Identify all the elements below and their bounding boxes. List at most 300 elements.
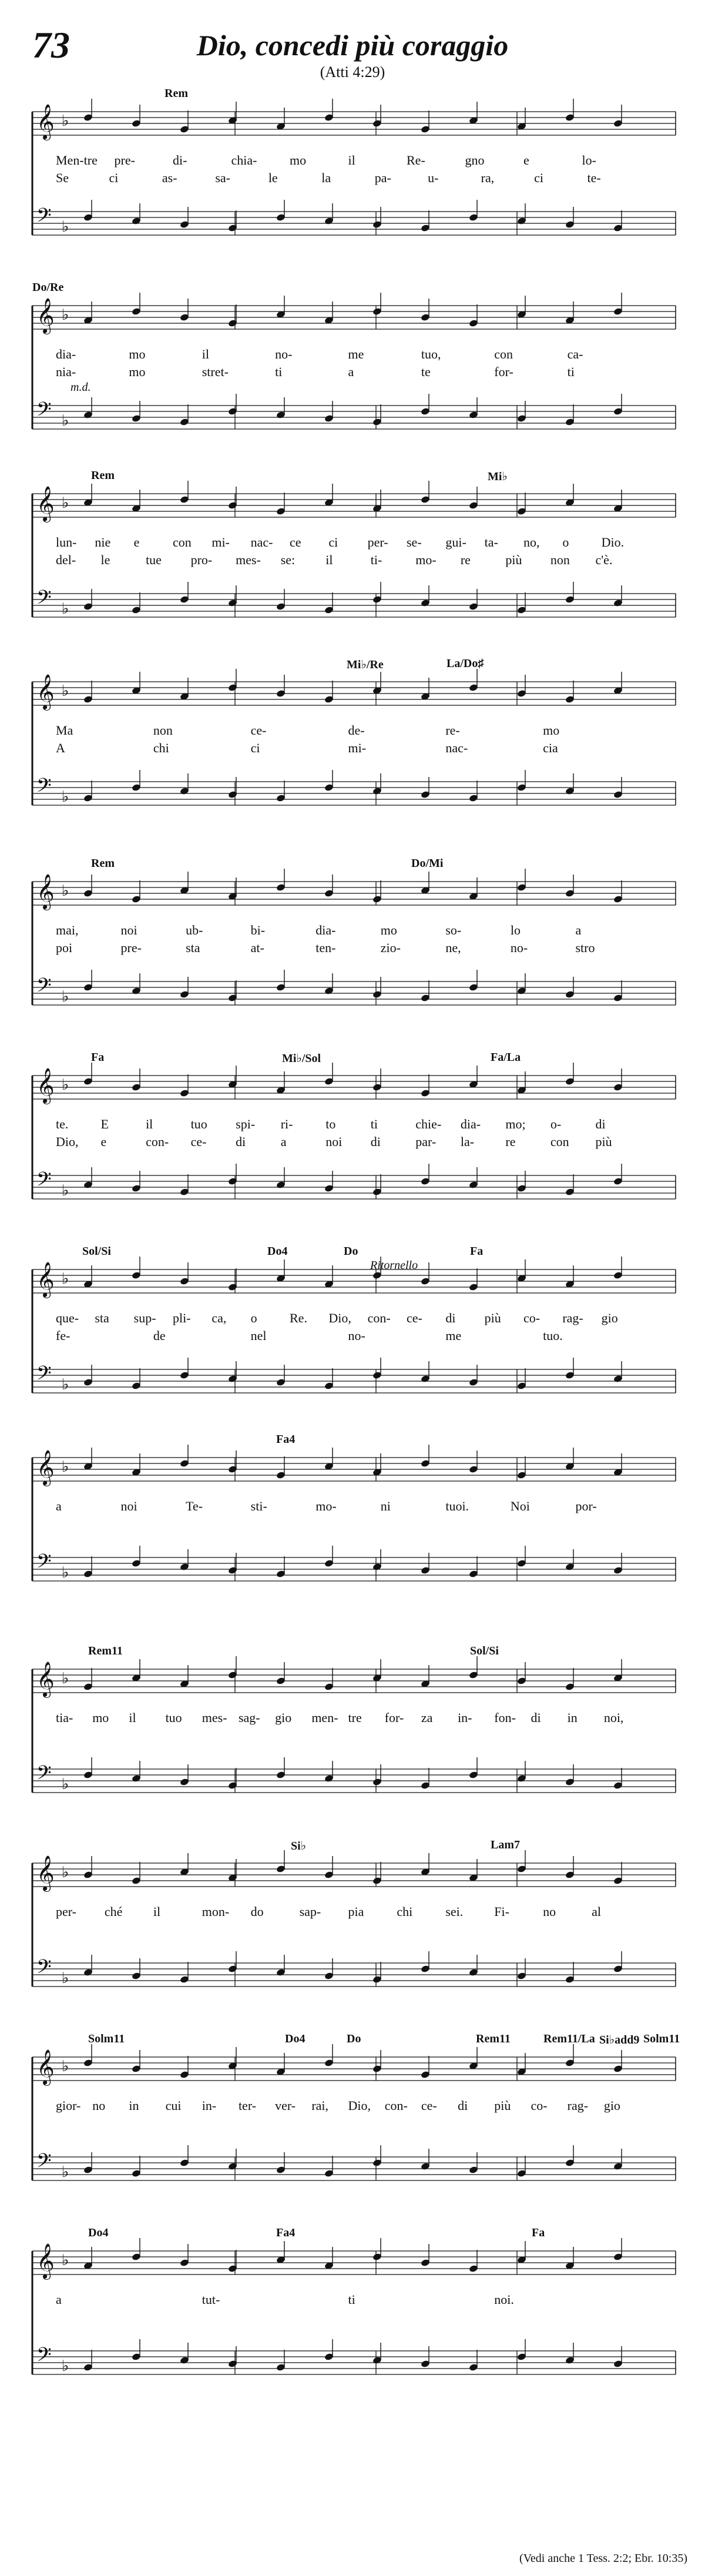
bass-staff	[32, 1362, 676, 1393]
lyric-syllable-verse-2: a	[280, 1134, 287, 1149]
music-system	[0, 282, 705, 470]
lyric-syllable-verse-1: pli-	[173, 1311, 191, 1325]
lyric-syllable-verse-2: sa-	[215, 170, 231, 185]
treble-staff	[32, 1068, 676, 1104]
lyric-syllable-verse-2: for-	[494, 364, 513, 379]
lyric-syllable-verse-2: mo	[129, 364, 146, 379]
treble-clef-icon: 𝄞	[36, 2049, 55, 2085]
chord-symbol: Solm11	[643, 2032, 680, 2045]
music-system	[0, 1246, 705, 1434]
lyric-syllable-verse-1: Fi-	[494, 1904, 509, 1919]
treble-clef-icon: 𝄞	[36, 1262, 55, 1297]
treble-staff	[32, 1450, 676, 1486]
bass-staff	[32, 1956, 676, 1987]
lyric-syllable-verse-1: no-	[275, 347, 293, 361]
lyric-syllable-verse-1: o	[250, 1311, 257, 1325]
chord-symbol: Do4	[88, 2226, 109, 2239]
lyric-syllable-verse-2: cia	[543, 741, 558, 755]
music-system	[0, 1840, 705, 2028]
lyric-syllable-verse-2: as-	[162, 170, 177, 185]
scripture-reference: (Atti 4:29)	[320, 63, 385, 81]
treble-clef-icon: 𝄞	[36, 874, 55, 909]
lyric-syllable-verse-2: il	[325, 552, 333, 567]
lyric-syllable-verse-1: por-	[575, 1499, 597, 1513]
lyric-syllable-verse-1: bi-	[250, 923, 266, 937]
lyric-syllable-verse-2: A	[56, 741, 65, 755]
lyric-syllable-verse-1: di-	[173, 153, 187, 168]
chord-symbol: Fa	[470, 1245, 484, 1258]
lyric-syllable-verse-1: di	[595, 1117, 606, 1131]
lyric-syllable-verse-2: chi	[153, 741, 169, 755]
lyric-syllable-verse-1: ca-	[567, 347, 583, 361]
lyric-syllable-verse-2: con	[550, 1134, 569, 1149]
treble-clef-icon: 𝄞	[36, 1661, 55, 1697]
chord-symbol: Rem11	[88, 1644, 123, 1657]
song-number: 73	[32, 24, 70, 66]
lyric-syllable-verse-1: cui	[165, 2098, 182, 2113]
bass-clef-icon: 𝄢	[36, 1168, 52, 1195]
key-signature-flat-icon: ♭	[62, 788, 69, 806]
treble-staff	[32, 104, 676, 140]
lyric-syllable-verse-1: ti	[348, 2292, 355, 2307]
lyric-syllable-verse-2: tuo.	[543, 1328, 563, 1343]
key-signature-flat-icon: ♭	[62, 1458, 69, 1476]
lyric-syllable-verse-2: del-	[56, 552, 76, 567]
lyric-syllable-verse-2: le	[268, 170, 278, 185]
key-signature-flat-icon: ♭	[62, 112, 69, 130]
bass-clef-icon: 𝄢	[36, 587, 52, 614]
lyric-syllable-verse-2: mi-	[348, 741, 367, 755]
chord-symbol: Fa/La	[491, 1051, 521, 1064]
key-signature-flat-icon: ♭	[62, 306, 69, 324]
lyric-syllable-verse-2: se:	[280, 552, 296, 567]
lyric-syllable-verse-1: ce-	[421, 2098, 437, 2113]
music-system	[0, 470, 705, 658]
lyric-syllable-verse-1: chia-	[231, 153, 257, 168]
staff-system	[0, 858, 705, 1046]
bass-staff	[32, 587, 676, 618]
lyric-syllable-verse-1: tuoi.	[445, 1499, 469, 1513]
key-signature-flat-icon: ♭	[62, 1864, 69, 1881]
mano-destra-mark: m.d.	[70, 381, 91, 394]
key-signature-flat-icon: ♭	[62, 218, 69, 236]
staff-system	[0, 2034, 705, 2222]
treble-staff	[32, 298, 676, 334]
music-system	[0, 658, 705, 846]
lyric-syllable-verse-1: per-	[56, 1904, 76, 1919]
lyric-syllable-verse-1: Re-	[407, 153, 425, 168]
ritornello-mark: Ritornello	[370, 1259, 418, 1272]
lyric-syllable-verse-1: tuo	[190, 1117, 207, 1131]
lyric-syllable-verse-1: za	[421, 1710, 433, 1725]
music-system	[0, 1052, 705, 1240]
lyric-syllable-verse-2: mes-	[236, 552, 261, 567]
lyric-syllable-verse-1: con	[494, 347, 513, 361]
lyric-syllable-verse-1: più	[484, 1311, 501, 1325]
lyric-syllable-verse-2: re	[460, 552, 471, 567]
lyric-syllable-verse-2: la	[321, 170, 331, 185]
bass-clef-icon: 𝄢	[36, 2344, 52, 2371]
key-signature-flat-icon: ♭	[62, 2058, 69, 2075]
lyric-syllable-verse-1: noi	[120, 923, 137, 937]
treble-clef-icon: 𝄞	[36, 104, 55, 139]
chord-symbol: Do	[344, 1245, 358, 1258]
lyric-syllable-verse-1: Noi	[510, 1499, 530, 1513]
chord-symbol: Rem	[164, 87, 188, 100]
lyric-syllable-verse-2: ti	[275, 364, 283, 379]
lyric-syllable-verse-2: c'è.	[595, 552, 613, 567]
lyric-syllable-verse-2: e	[100, 1134, 107, 1149]
lyric-syllable-verse-1: de-	[348, 723, 365, 738]
bass-staff	[32, 205, 676, 236]
bass-clef-icon: 𝄢	[36, 1550, 52, 1577]
treble-staff	[32, 486, 676, 522]
lyric-syllable-verse-2: sta	[186, 940, 200, 955]
treble-clef-icon: 𝄞	[36, 1450, 55, 1485]
lyric-syllable-verse-2: di	[370, 1134, 381, 1149]
lyric-syllable-verse-1: ub-	[186, 923, 203, 937]
chord-symbol: Mi♭/Sol	[282, 1052, 321, 1065]
lyric-syllable-verse-1: il	[153, 1904, 161, 1919]
chord-symbol: Fa	[532, 2226, 545, 2239]
bass-clef-icon: 𝄢	[36, 398, 52, 426]
key-signature-flat-icon: ♭	[62, 600, 69, 618]
lyric-syllable-verse-1: se-	[407, 535, 422, 550]
key-signature-flat-icon: ♭	[62, 2252, 69, 2269]
lyric-syllable-verse-2: nac-	[445, 741, 468, 755]
chord-symbol: Rem	[91, 857, 115, 870]
lyric-syllable-verse-2: poi	[56, 940, 73, 955]
staff-system	[0, 1646, 705, 1834]
lyric-syllable-verse-2: Dio,	[56, 1134, 79, 1149]
lyric-syllable-verse-1: gior-	[56, 2098, 81, 2113]
lyric-syllable-verse-2: nel	[250, 1328, 267, 1343]
lyric-syllable-verse-1: pre-	[114, 153, 135, 168]
lyric-syllable-verse-1: in	[129, 2098, 139, 2113]
chord-symbol: Do	[347, 2032, 361, 2045]
lyric-syllable-verse-1: il	[202, 347, 209, 361]
bass-staff	[32, 1762, 676, 1793]
lyric-syllable-verse-1: gno	[465, 153, 485, 168]
lyric-syllable-verse-2: non	[550, 552, 570, 567]
lyric-syllable-verse-1: Dio,	[348, 2098, 371, 2113]
key-signature-flat-icon: ♭	[62, 1376, 69, 1393]
lyric-syllable-verse-2: più	[595, 1134, 612, 1149]
lyric-syllable-verse-1: mo	[543, 723, 560, 738]
lyric-syllable-verse-1: più	[494, 2098, 511, 2113]
lyric-syllable-verse-1: il	[348, 153, 355, 168]
lyric-syllable-verse-2: noi	[325, 1134, 343, 1149]
chord-symbol: Rem11	[476, 2032, 511, 2045]
lyric-syllable-verse-1: no	[92, 2098, 106, 2113]
lyric-syllable-verse-2: con-	[146, 1134, 169, 1149]
lyric-syllable-verse-1: noi,	[603, 1710, 624, 1725]
lyric-syllable-verse-1: lo-	[582, 153, 596, 168]
chord-symbol: Sol/Si	[470, 1644, 499, 1657]
treble-staff	[32, 874, 676, 910]
lyric-syllable-verse-1: nie	[95, 535, 111, 550]
lyric-syllable-verse-1: sap-	[299, 1904, 321, 1919]
lyric-syllable-verse-2: di	[236, 1134, 246, 1149]
treble-staff	[32, 1262, 676, 1298]
lyric-syllable-verse-2: ci	[109, 170, 119, 185]
lyric-syllable-verse-1: ni	[380, 1499, 391, 1513]
key-signature-flat-icon: ♭	[62, 412, 69, 430]
lyric-syllable-verse-2: u-	[428, 170, 439, 185]
lyric-syllable-verse-1: ta-	[484, 535, 498, 550]
lyric-syllable-verse-2: ten-	[315, 940, 336, 955]
lyric-syllable-verse-2: no-	[348, 1328, 365, 1343]
bass-clef-icon: 𝄢	[36, 775, 52, 802]
lyric-syllable-verse-1: noi.	[494, 2292, 514, 2307]
key-signature-flat-icon: ♭	[62, 1776, 69, 1793]
treble-clef-icon: 𝄞	[36, 674, 55, 709]
key-signature-flat-icon: ♭	[62, 2357, 69, 2375]
treble-clef-icon: 𝄞	[36, 1855, 55, 1891]
lyric-syllable-verse-1: e	[133, 535, 140, 550]
treble-staff	[32, 674, 676, 711]
lyric-syllable-verse-1: ti	[370, 1117, 378, 1131]
lyric-syllable-verse-2: le	[100, 552, 110, 567]
lyric-syllable-verse-1: con-	[367, 1311, 391, 1325]
staff-system	[0, 1840, 705, 2028]
lyric-syllable-verse-1: ché	[104, 1904, 123, 1919]
lyric-syllable-verse-1: lo	[510, 923, 521, 937]
lyric-syllable-verse-1: me	[348, 347, 364, 361]
lyric-syllable-verse-1: con-	[384, 2098, 408, 2113]
lyric-syllable-verse-1: pia	[348, 1904, 364, 1919]
key-signature-flat-icon: ♭	[62, 2163, 69, 2181]
bass-clef-icon: 𝄢	[36, 2150, 52, 2177]
lyric-syllable-verse-1: gui-	[445, 535, 466, 550]
lyric-syllable-verse-1: do	[250, 1904, 264, 1919]
lyric-syllable-verse-1: dia-	[315, 923, 336, 937]
bass-staff	[32, 2150, 676, 2181]
lyric-syllable-verse-1: sti-	[250, 1499, 267, 1513]
lyric-syllable-verse-2: stret-	[202, 364, 229, 379]
lyric-syllable-verse-1: Dio.	[601, 535, 625, 550]
music-system	[0, 1434, 705, 1622]
lyric-syllable-verse-1: Dio,	[328, 1311, 351, 1325]
lyric-syllable-verse-1: men-	[311, 1710, 338, 1725]
treble-clef-icon: 𝄞	[36, 2243, 55, 2279]
music-system	[0, 858, 705, 1046]
lyric-syllable-verse-1: te.	[56, 1117, 69, 1131]
lyric-syllable-verse-1: sei.	[445, 1904, 464, 1919]
lyric-syllable-verse-1: tuo	[165, 1710, 182, 1725]
lyric-syllable-verse-1: spi-	[236, 1117, 256, 1131]
key-signature-flat-icon: ♭	[62, 682, 69, 700]
chord-symbol: Do/Mi	[411, 857, 444, 870]
lyric-syllable-verse-2: no-	[510, 940, 528, 955]
lyric-syllable-verse-1: e	[523, 153, 529, 168]
lyric-syllable-verse-1: rag-	[567, 2098, 589, 2113]
song-title: Dio, concedi più coraggio	[196, 29, 509, 62]
chord-symbol: Si♭add9	[599, 2034, 640, 2046]
lyric-syllable-verse-1: que-	[56, 1311, 79, 1325]
lyric-syllable-verse-1: chi	[397, 1904, 413, 1919]
bass-clef-icon: 𝄢	[36, 205, 52, 232]
lyric-syllable-verse-1: ri-	[280, 1117, 293, 1131]
lyric-syllable-verse-1: mo;	[505, 1117, 526, 1131]
lyric-syllable-verse-1: sup-	[133, 1311, 156, 1325]
lyric-syllable-verse-1: mon-	[202, 1904, 230, 1919]
key-signature-flat-icon: ♭	[62, 1076, 69, 1094]
bass-clef-icon: 𝄢	[36, 1362, 52, 1389]
lyric-syllable-verse-1: mi-	[212, 535, 230, 550]
lyric-syllable-verse-1: tut-	[202, 2292, 220, 2307]
lyric-syllable-verse-2: me	[445, 1328, 462, 1343]
lyric-syllable-verse-1: gio	[603, 2098, 620, 2113]
treble-staff	[32, 1661, 676, 1698]
lyric-syllable-verse-1: ter-	[238, 2098, 257, 2113]
lyric-syllable-verse-1: dia-	[56, 347, 76, 361]
treble-staff	[32, 2243, 676, 2280]
chord-symbol: La/Do♯	[446, 657, 484, 670]
chord-symbol: Mi♭/Re	[347, 658, 384, 671]
lyric-syllable-verse-2: ra,	[481, 170, 495, 185]
bass-clef-icon: 𝄢	[36, 1956, 52, 1983]
lyric-syllable-verse-1: gio	[275, 1710, 292, 1725]
lyric-syllable-verse-1: il	[129, 1710, 136, 1725]
lyric-syllable-verse-1: per-	[367, 535, 388, 550]
key-signature-flat-icon: ♭	[62, 1182, 69, 1200]
chord-symbol: Mi♭	[488, 470, 508, 483]
lyric-syllable-verse-1: no,	[523, 535, 540, 550]
lyric-syllable-verse-1: no	[543, 1904, 556, 1919]
lyric-syllable-verse-2: pro-	[190, 552, 213, 567]
lyric-syllable-verse-2: re	[505, 1134, 516, 1149]
music-system	[0, 2227, 705, 2416]
lyric-syllable-verse-2: la-	[460, 1134, 475, 1149]
lyric-syllable-verse-1: mo	[129, 347, 146, 361]
treble-clef-icon: 𝄞	[36, 298, 55, 333]
lyric-syllable-verse-2: più	[505, 552, 522, 567]
lyric-syllable-verse-1: tre	[348, 1710, 362, 1725]
lyric-syllable-verse-2: ti-	[370, 552, 382, 567]
lyric-syllable-verse-2: pa-	[374, 170, 391, 185]
chord-symbol: Lam7	[491, 1838, 520, 1851]
lyric-syllable-verse-1: fon-	[494, 1710, 516, 1725]
lyric-syllable-verse-1: a	[56, 1499, 62, 1513]
lyric-syllable-verse-1: non	[153, 723, 173, 738]
lyric-syllable-verse-1: for-	[384, 1710, 404, 1725]
lyric-syllable-verse-1: ver-	[275, 2098, 296, 2113]
lyric-syllable-verse-1: mo-	[315, 1499, 337, 1513]
treble-clef-icon: 𝄞	[36, 486, 55, 521]
lyric-syllable-verse-1: ci	[328, 535, 338, 550]
chord-symbol: Solm11	[88, 2032, 125, 2045]
lyric-syllable-verse-1: in-	[458, 1710, 472, 1725]
lyric-syllable-verse-2: fe-	[56, 1328, 70, 1343]
music-system	[0, 1646, 705, 1834]
lyric-syllable-verse-1: gio	[601, 1311, 618, 1325]
treble-staff	[32, 2049, 676, 2086]
lyric-syllable-verse-1: di	[445, 1311, 456, 1325]
bass-staff	[32, 775, 676, 806]
lyric-syllable-verse-2: te	[421, 364, 431, 379]
lyric-syllable-verse-1: ca,	[212, 1311, 227, 1325]
lyric-syllable-verse-1: tuo,	[421, 347, 441, 361]
bass-staff	[32, 2344, 676, 2375]
lyric-syllable-verse-1: Men-tre	[56, 153, 98, 168]
lyric-syllable-verse-2: ti	[567, 364, 575, 379]
lyric-syllable-verse-2: mo-	[415, 552, 437, 567]
chord-symbol: Rem11/La	[543, 2032, 595, 2045]
chord-symbol: Do4	[267, 1245, 288, 1258]
lyric-syllable-verse-1: o-	[550, 1117, 562, 1131]
lyric-syllable-verse-2: ne,	[445, 940, 461, 955]
lyric-syllable-verse-1: Ma	[56, 723, 73, 738]
key-signature-flat-icon: ♭	[62, 494, 69, 512]
key-signature-flat-icon: ♭	[62, 1564, 69, 1582]
chord-symbol: Fa4	[276, 1433, 296, 1446]
chord-symbol: Fa4	[276, 2226, 296, 2239]
chord-symbol: Rem	[91, 469, 115, 482]
footer-note: (Vedi anche 1 Tess. 2:2; Ebr. 10:35)	[519, 2552, 687, 2565]
lyric-syllable-verse-1: lun-	[56, 535, 77, 550]
bass-staff	[32, 974, 676, 1006]
lyric-syllable-verse-1: co-	[523, 1311, 540, 1325]
lyric-syllable-verse-1: mo	[380, 923, 397, 937]
lyric-syllable-verse-2: te-	[587, 170, 601, 185]
lyric-syllable-verse-2: at-	[250, 940, 264, 955]
lyric-syllable-verse-1: to	[325, 1117, 336, 1131]
lyric-syllable-verse-2: de	[153, 1328, 166, 1343]
lyric-syllable-verse-1: in	[567, 1710, 578, 1725]
staff-system	[0, 1434, 705, 1622]
bass-staff	[32, 398, 676, 430]
treble-clef-icon: 𝄞	[36, 1068, 55, 1103]
key-signature-flat-icon: ♭	[62, 1670, 69, 1687]
lyric-syllable-verse-1: di	[531, 1710, 541, 1725]
key-signature-flat-icon: ♭	[62, 882, 69, 900]
key-signature-flat-icon: ♭	[62, 1969, 69, 1987]
lyric-syllable-verse-1: noi	[120, 1499, 137, 1513]
key-signature-flat-icon: ♭	[62, 988, 69, 1006]
music-system	[0, 2034, 705, 2222]
lyric-syllable-verse-2: par-	[415, 1134, 437, 1149]
lyric-syllable-verse-1: ce	[290, 535, 301, 550]
lyric-syllable-verse-1: il	[146, 1117, 153, 1131]
lyric-syllable-verse-2: zio-	[380, 940, 401, 955]
lyric-syllable-verse-1: so-	[445, 923, 462, 937]
lyric-syllable-verse-1: rag-	[562, 1311, 583, 1325]
lyric-syllable-verse-2: Se	[56, 170, 69, 185]
chord-symbol: Do4	[285, 2032, 306, 2045]
lyric-syllable-verse-1: mo	[92, 1710, 109, 1725]
bass-clef-icon: 𝄢	[36, 1762, 52, 1789]
music-system	[0, 88, 705, 276]
lyric-syllable-verse-1: a	[56, 2292, 62, 2307]
lyric-syllable-verse-2: pre-	[120, 940, 142, 955]
lyric-syllable-verse-1: ce-	[407, 1311, 422, 1325]
lyric-syllable-verse-1: mo	[290, 153, 307, 168]
lyric-syllable-verse-1: in-	[202, 2098, 217, 2113]
bass-staff	[32, 1168, 676, 1200]
lyric-syllable-verse-1: rai,	[311, 2098, 329, 2113]
lyric-syllable-verse-1: ce-	[250, 723, 267, 738]
bass-clef-icon: 𝄢	[36, 974, 52, 1001]
key-signature-flat-icon: ♭	[62, 1270, 69, 1288]
lyric-syllable-verse-1: co-	[531, 2098, 548, 2113]
staff-system	[0, 2227, 705, 2416]
lyric-syllable-verse-2: nia-	[56, 364, 76, 379]
lyric-syllable-verse-1: chie-	[415, 1117, 442, 1131]
lyric-syllable-verse-1: mai,	[56, 923, 79, 937]
lyric-syllable-verse-1: Re.	[290, 1311, 307, 1325]
chord-symbol: Si♭	[291, 1840, 307, 1853]
